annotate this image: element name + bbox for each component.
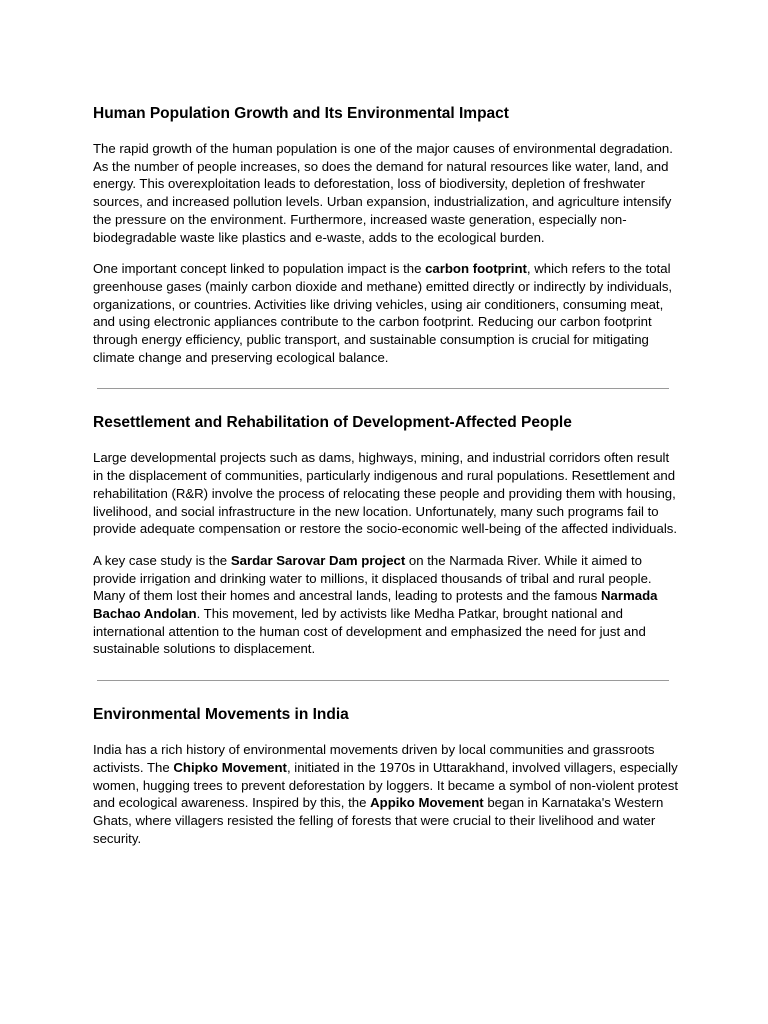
section-environmental-movements: [93, 705, 683, 847]
paragraph: India has a rich history of environmental movements driven by local communities and grassroots activists. The Chipko Movement, initiated in the 1970s in Uttarakhand, involved villagers, especially women, hugging trees to prevent deforestation by loggers. It became a symbol of non-violent protest and ecological awareness. Inspired by this, the Appiko Movement began in Karnataka's Western Ghats, where villagers resisted the felling of forests that were crucial to their livelihood and water security.: [93, 742, 678, 846]
section-resettlement: [93, 413, 683, 658]
paragraph: Large developmental projects such as dams, highways, mining, and industrial corridors often result in the displacement of communities, particularly indigenous and rural populations. Resettlement and rehabilitation (R&R) involve the process of relocating these people and providing them with housing, livelihood, and social infrastructure in the new location. Unfortunately, many such programs fail to provide adequate compensation or restore the socio-economic well-being of the affected individuals.: [93, 450, 678, 537]
section-heading: Resettlement and Rehabilitation of Development-Affected People: [93, 414, 572, 432]
section-heading: Environmental Movements in India: [93, 706, 349, 724]
key-term: Appiko Movement: [370, 795, 484, 811]
document-page: [93, 104, 683, 861]
paragraph: The rapid growth of the human population is one of the major causes of environmental degradation. As the number of people increases, so does the demand for natural resources like water, land, and energy. This overexploitation leads to deforestation, loss of biodiversity, depletion of freshwater sources, and increased pollution levels. Urban expansion, industrialization, and agriculture intensify the pressure on the environment. Furthermore, increased waste generation, especially non-biodegradable waste like plastics and e-waste, adds to the ecological burden.: [93, 141, 673, 245]
key-term: Chipko Movement: [173, 759, 287, 775]
section-divider: [97, 388, 669, 389]
key-term: carbon footprint: [425, 261, 527, 277]
section-heading: Human Population Growth and Its Environmental Impact: [93, 105, 509, 122]
key-term: Sardar Sarovar Dam project: [230, 552, 406, 568]
section-population-growth: [93, 104, 683, 366]
paragraph: A key case study is the Sardar Sarovar Dam project on the Narmada River. While it aimed to provide irrigation and drinking water to millions, it displaced thousands of tribal and rural people. Many of them lost their homes and ancestral lands, leading to protests and the famous Narmada Bachao Andolan. This movement, led by activists like Medha Patkar, brought national and international attention to the human cost of development and emphasized the need for just and sustainable solutions to displacement.: [93, 552, 658, 657]
key-term: Narmada Bachao Andolan: [93, 588, 658, 622]
paragraph: One important concept linked to population impact is the carbon footprint, which refers to the total greenhouse gases (mainly carbon dioxide and methane) emitted directly or indirectly by individuals, organizations, or countries. Activities like driving vehicles, using air conditioners, consuming meat, and using electronic appliances contribute to the carbon footprint. Reducing our carbon footprint through energy efficiency, public transport, and sustainable consumption is crucial for mitigating climate change and preserving ecological balance.: [93, 261, 673, 365]
section-divider: [97, 680, 669, 681]
